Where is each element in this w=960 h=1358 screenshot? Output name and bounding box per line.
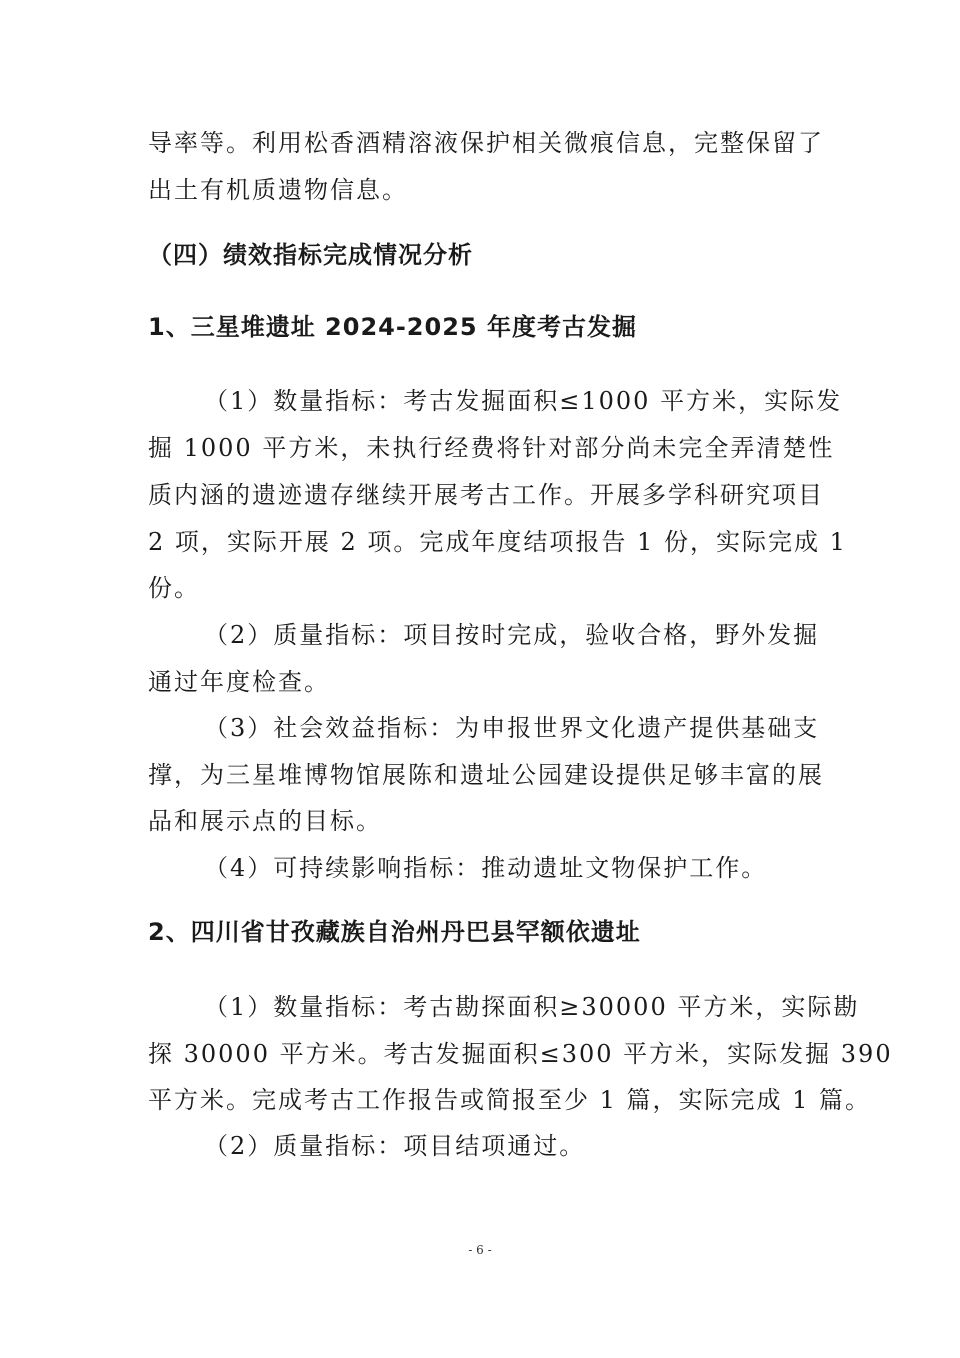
section-heading: （四）绩效指标完成情况分析 <box>148 241 473 269</box>
item-2-paragraph-1-line-1: （1）数量指标：考古勘探面积≥30000 平方米，实际勘 <box>204 993 860 1021</box>
item-1-paragraph-2-line-2: 通过年度检查。 <box>148 668 330 696</box>
item-1-title: 1、三星堆遗址 2024-2025 年度考古发掘 <box>148 313 637 341</box>
page-number: - 6 - <box>468 1243 492 1257</box>
item-2-paragraph-1-line-2: 探 30000 平方米。考古发掘面积≤300 平方米，实际发掘 390 <box>148 1040 893 1068</box>
item-2-paragraph-2-line-1: （2）质量指标：项目结项通过。 <box>204 1132 586 1160</box>
item-1-paragraph-3-line-1: （3）社会效益指标：为申报世界文化遗产提供基础支 <box>204 714 820 742</box>
item-1-paragraph-1-line-5: 份。 <box>148 574 200 602</box>
item-1-paragraph-2-line-1: （2）质量指标：项目按时完成，验收合格，野外发掘 <box>204 621 820 649</box>
intro-line-2: 出土有机质遗物信息。 <box>148 176 408 204</box>
item-1-paragraph-1-line-4: 2 项，实际开展 2 项。完成年度结项报告 1 份，实际完成 1 <box>148 528 847 556</box>
item-1-paragraph-3-line-3: 品和展示点的目标。 <box>148 807 382 835</box>
item-1-paragraph-1-line-3: 质内涵的遗迹遗存继续开展考古工作。开展多学科研究项目 <box>148 481 824 509</box>
intro-line-1: 导率等。利用松香酒精溶液保护相关微痕信息，完整保留了 <box>148 129 824 157</box>
item-1-paragraph-1-line-1: （1）数量指标：考古发掘面积≤1000 平方米，实际发 <box>204 387 843 415</box>
item-2-title: 2、四川省甘孜藏族自治州丹巴县罕额依遗址 <box>148 918 641 946</box>
item-1-paragraph-3-line-2: 撑，为三星堆博物馆展陈和遗址公园建设提供足够丰富的展 <box>148 761 824 789</box>
item-1-paragraph-4-line-1: （4）可持续影响指标：推动遗址文物保护工作。 <box>204 854 768 882</box>
item-2-paragraph-1-line-3: 平方米。完成考古工作报告或简报至少 1 篇，实际完成 1 篇。 <box>148 1086 872 1114</box>
item-1-paragraph-1-line-2: 掘 1000 平方米，未执行经费将针对部分尚未完全弄清楚性 <box>148 434 835 462</box>
